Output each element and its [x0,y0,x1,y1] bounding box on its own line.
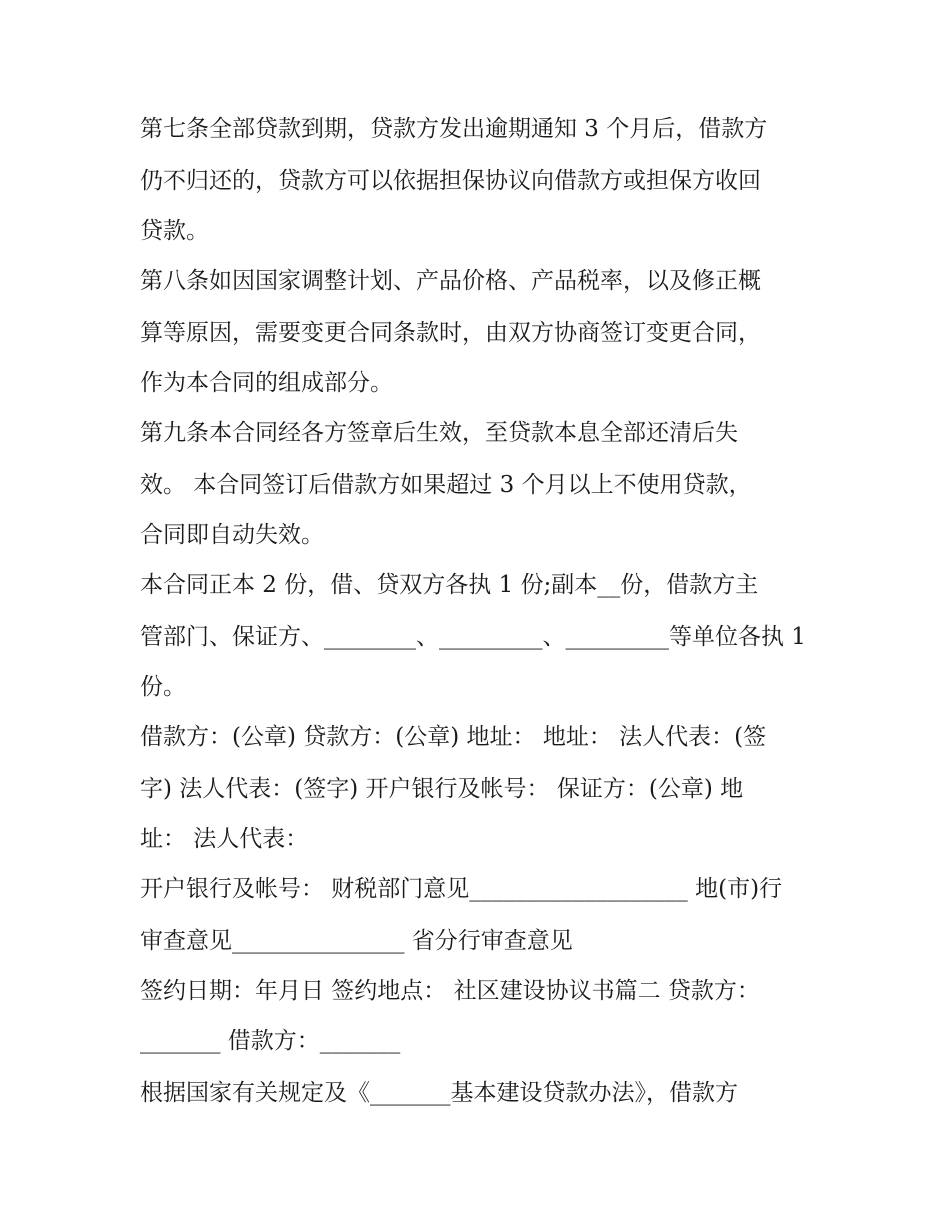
text-line: 借款方：(公章) 贷款方：(公章) 地址： 地址： 法人代表：(签 [140,724,767,750]
text-line: 管部门、保证方、________、_________、_________等单位各执 1 [140,624,806,650]
text-line: 第九条本合同经各方签章后生效，至贷款本息全部还清后失 [140,420,738,446]
text-line: _______ 借款方：_______ [140,1028,401,1054]
text-line: 根据国家有关规定及《_______基本建设贷款办法》，借款方 [140,1080,738,1106]
text-line: 址： 法人代表： [140,826,309,852]
text-line: 开户银行及帐号： 财税部门意见___________________ 地(市)行 [140,876,783,902]
text-line: 贷款。 [140,218,209,244]
text-line: 份。 [140,674,186,700]
text-line: 字) 法人代表：(签字) 开户银行及帐号： 保证方：(公章) 地 [140,776,744,802]
text-line: 算等原因，需要变更合同条款时，由双方协商签订变更合同， [140,320,761,346]
text-line: 第七条全部贷款到期，贷款方发出逾期通知 3 个月后，借款方 [140,116,768,142]
text-line: 本合同正本 2 份，借、贷双方各执 1 份;副本__份，借款方主 [140,572,759,598]
text-line: 第八条如因国家调整计划、产品价格、产品税率，以及修正概 [140,268,761,294]
text-line: 签约日期：年月日 签约地点： 社区建设协议书篇二 贷款方： [140,978,760,1004]
text-line: 效。 本合同签订后借款方如果超过 3 个月以上不使用贷款， [140,472,752,498]
text-line: 仍不归还的，贷款方可以依据担保协议向借款方或担保方收回 [140,168,761,194]
text-line: 审查意见_______________ 省分行审查意见 [140,928,573,954]
text-line: 合同即自动失效。 [140,522,324,548]
text-line: 作为本合同的组成部分。 [140,370,393,396]
